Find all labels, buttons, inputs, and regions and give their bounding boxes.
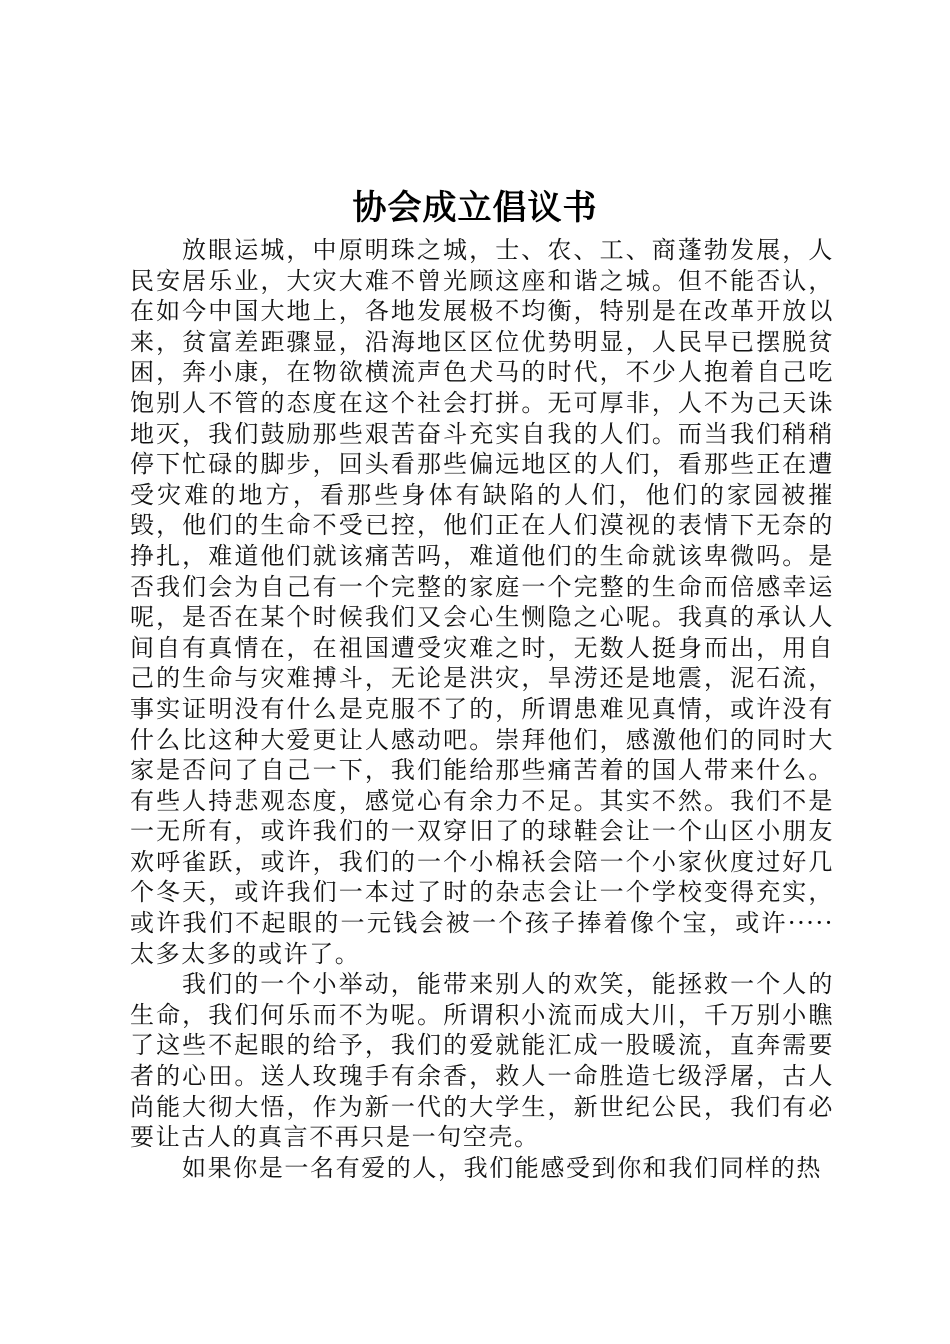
- paragraph-2: 我们的一个小举动，能带来别人的欢笑，能拯救一个人的生命，我们何乐而不为呢。所谓积小流而成大川，千万别小瞧了这些不起眼的给予，我们的爱就能汇成一股暖流，直奔需要者的心田。送人玫瑰手有余香，救人一命胜造七级浮屠，古人尚能大彻大悟，作为新一代的大学生，新世纪公民，我们有必要让古人的真言不再只是一句空壳。: [130, 970, 834, 1152]
- paragraph-1: 放眼运城，中原明珠之城，士、农、工、商蓬勃发展，人民安居乐业，大灾大难不曾光顾这座和谐之城。但不能否认，在如今中国大地上，各地发展极不均衡，特别是在改革开放以来，贫富差距骤显，沿海地区区位优势明显，人民早已摆脱贫困，奔小康，在物欲横流声色犬马的时代，不少人抱着自己吃饱别人不管的态度在这个社会打拼。无可厚非，人不为己天诛地灭，我们鼓励那些艰苦奋斗充实自我的人们。而当我们稍稍停下忙碌的脚步，回头看那些偏远地区的人们，看那些正在遭受灾难的地方，看那些身体有缺陷的人们，他们的家园被摧毁，他们的生命不受已控，他们正在人们漠视的表情下无奈的挣扎，难道他们就该痛苦吗，难道他们的生命就该卑微吗。是否我们会为自己有一个完整的家庭一个完整的生命而倍感幸运呢，是否在某个时候我们又会心生恻隐之心呢。我真的承认人间自有真情在，在祖国遭受灾难之时，无数人挺身而出，用自己的生命与灾难搏斗，无论是洪灾，旱涝还是地震，泥石流，事实证明没有什么是克服不了的，所谓患难见真情，或许没有什么比这种大爱更让人感动吧。崇拜他们，感激他们的同时大家是否问了自己一下，我们能给那些痛苦着的国人带来什么。有些人持悲观态度，感觉心有余力不足。其实不然。我们不是一无所有，或许我们的一双穿旧了的球鞋会让一个山区小朋友欢呼雀跃，或许，我们的一个小棉袄会陪一个小家伙度过好几个冬天，或许我们一本过了时的杂志会让一个学校变得充实，或许我们不起眼的一元钱会被一个孩子捧着像个宝，或许·····太多太多的或许了。: [130, 236, 834, 968]
- document-title: 协会成立倡议书: [352, 188, 598, 228]
- paragraph-3: 如果你是一名有爱的人，我们能感受到你和我们同样的热: [182, 1153, 822, 1182]
- document-body: [130, 235, 834, 1183]
